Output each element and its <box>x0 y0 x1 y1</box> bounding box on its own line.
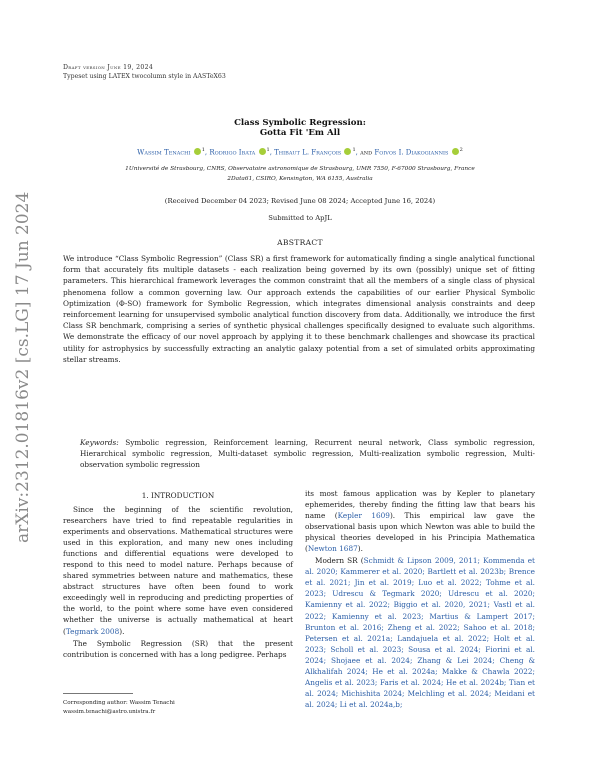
orcid-icon[interactable] <box>194 148 201 155</box>
abstract-body: We introduce “Class Symbolic Regression” (Class SR) a first framework for automatically finding a single analytical functional form that accurately fits multiple datasets - each realization being governed by its own (possibly) unique set of fitting parameters. This hierarchical framework leverages the common constraint that all the members of a single class of physical phenomena follow a common governing law. Our approach extends the capabilities of our earlier Physical Symbolic Optimization (Φ-SO) framework for Symbolic Regression, which integrates dimensional analysis constraints and deep reinforcement learning for unsupervised symbolic analytical function discovery from data. Additionally, we introduce the first Class SR benchmark, comprising a series of synthetic physical challenges specifically designed to evaluate such algorithms. We demonstrate the efficacy of our novel approach by applying it to these benchmark challenges and showcase its practical utility for astrophysics by successfully extracting an analytic galaxy potential from a set of simulated orbits approximating stellar streams. <box>63 254 535 364</box>
section-heading-introduction: 1. INTRODUCTION <box>141 491 215 500</box>
citation-link[interactable]: Tegmark 2008 <box>65 626 120 636</box>
author-list: Wassim Tenachi $^1$, Rodrigo Ibata $^1$, Thibaut L. François $^1$, and Foivos I. Diakogiannis $^2$ <box>137 147 463 157</box>
author-ibata[interactable]: Rodrigo Ibata <box>209 148 256 157</box>
author-diakogiannis[interactable]: Foivos I. Diakogiannis <box>374 148 449 157</box>
orcid-icon[interactable] <box>259 148 266 155</box>
footnote-rule <box>63 693 133 694</box>
intro-paragraph-kepler <box>305 488 535 554</box>
intro-p1-text-end: ). <box>119 626 125 636</box>
author-affil-sup: 2 <box>459 147 463 153</box>
intro-p1-text: Since the beginning of the scientific revolution, researchers have tried to find repeatable regularities in experiments and observations. Mathematical structures were used in this exploration, and many new ones including functions and differential equations were developed to respond to this need to model nature. Perhaps because of shared symmetries between nature and mathematics, these abstract structures have often been found to work exceedingly well in reproducing and predicting properties of the world, to the point where some have even considered whether the universe is actually mathematical at heart ( <box>63 505 293 636</box>
intro-right-column <box>305 488 535 710</box>
corresponding-author: Corresponding author: Wassim Tenachi <box>63 700 175 706</box>
orcid-icon[interactable] <box>344 148 351 155</box>
affiliation-1: 1Université de Strasbourg, CNRS, Observatoire astronomique de Strasbourg, UMR 7550, F-67000 Strasbourg, France <box>125 166 475 172</box>
intro-paragraph-1 <box>63 504 293 637</box>
author-affil-sup: 1 <box>352 147 356 153</box>
submitted-to: Submitted to ApJL <box>268 214 332 222</box>
keywords-label: Keywords: <box>80 438 119 447</box>
affiliation-2: 2Data61, CSIRO, Kensington, WA 6155, Australia <box>227 176 373 182</box>
intro-left-column <box>63 504 293 660</box>
arxiv-identifier: arXiv:2312.01816v2 [cs.LG] 17 Jun 2024 <box>13 191 33 543</box>
author-and: and <box>360 148 373 157</box>
author-affil-sup: 1 <box>266 147 270 153</box>
keywords-text: Symbolic regression, Reinforcement learning, Recurrent neural network, Class symbolic regression, Hierarchical symbolic regression, Multi-dataset symbolic regression, Multi-realization symbolic regression, Multi-observation symbolic regression <box>80 438 536 469</box>
citation-link[interactable]: Kepler 1609 <box>337 511 390 521</box>
modern-sr-text: Modern SR ( <box>315 556 364 566</box>
author-tenachi[interactable]: Wassim Tenachi <box>137 148 191 157</box>
citation-link[interactable]: Newton 1687 <box>307 544 358 554</box>
keywords-block <box>80 437 535 470</box>
typeset-line: Typeset using LATEX twocolumn style in AASTeX63 <box>63 73 226 80</box>
kepler-text-end: ). <box>357 544 363 554</box>
paper-title-line-1: Class Symbolic Regression: <box>234 118 366 128</box>
draft-version-line: Draft version June 19, 2024 <box>63 64 154 71</box>
intro-paragraph-2: The Symbolic Regression (SR) that the present contribution is concerned with has a long pedigree. Perhaps <box>63 638 293 659</box>
received-dates: (Received December 04 2023; Revised June 08 2024; Accepted June 16, 2024) <box>164 197 436 205</box>
author-francois[interactable]: Thibaut L. François <box>274 148 342 157</box>
kepler-text-mid: ). This empirical law gave the observational basis upon which Newton was able to build the physical theories developed in his Principia Mathematica ( <box>305 511 535 554</box>
author-affil-sup: 1 <box>201 147 205 153</box>
citation-list[interactable]: Schmidt & Lipson 2009, 2011; Kommenda et al. 2020; Kammerer et al. 2020; Bartlett et al. 2023b; Brence et al. 2021; Jin et al. 2019; Luo et al. 2022; Tohme et al. 2023; Udrescu & Tegmark 2020; Udrescu et al. 2020; Kamienny et al. 2022; Biggio et al. 2020, 2021; Vastl et al. 2022; Kamienny et al. 2023; Martius & Lampert 2017; Brunton et al. 2016; Zheng et al. 2022; Sahoo et al. 2018; Petersen et al. 2021a; Landajuela et al. 2022; Holt et al. 2023; Scholl et al. 2023; Sousa et al. 2024; Fiorini et al. 2024; Shojaee et al. 2024; Zhang & Lei 2024; Cheng & Alkhalifah 2024; He et al. 2024a; Makke & Chawla 2022; Angelis et al. 2023; Faris et al. 2024; He et al. 2024b; Tian et al. 2024; Michishita 2024; Melchling et al. 2024; Meidani et al. 2024; Li et al. 2024a,b; <box>305 556 535 709</box>
corresponding-email-link[interactable]: wassim.tenachi@astro.unistra.fr <box>63 709 156 715</box>
paper-title-line-2: Gotta Fit 'Em All <box>259 128 341 138</box>
orcid-icon[interactable] <box>452 148 459 155</box>
abstract-heading: ABSTRACT <box>277 238 323 247</box>
kepler-text: its most famous application was by Kepler to planetary ephemerides, thereby finding the fitting law that bears his name ( <box>305 489 535 521</box>
intro-paragraph-modern-sr <box>305 555 535 710</box>
